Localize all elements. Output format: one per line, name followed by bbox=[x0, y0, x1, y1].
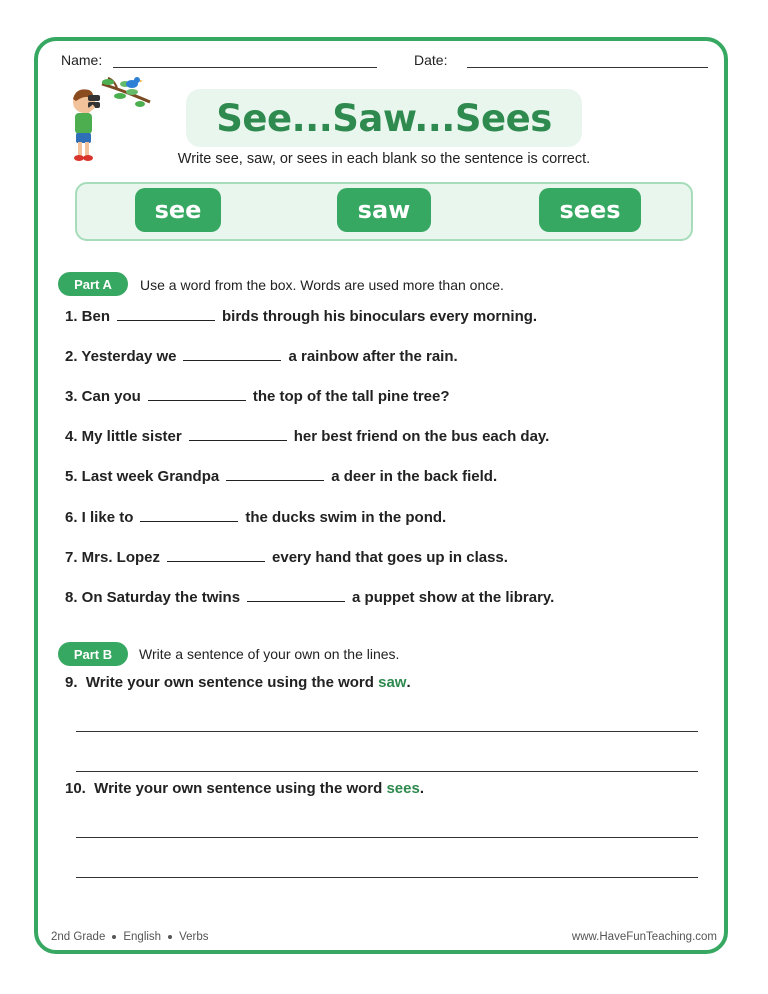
question-7-rest: every hand that goes up in class. bbox=[272, 549, 508, 566]
footer-tag-grade: 2nd Grade bbox=[51, 931, 106, 943]
question-5-rest: a deer in the back field. bbox=[331, 468, 498, 485]
question-6-rest: the ducks swim in the pond. bbox=[245, 509, 447, 526]
question-3-lead: 3. Can you bbox=[65, 388, 141, 405]
footer-tag-subject: English bbox=[123, 931, 162, 943]
page-title: See...Saw...Sees bbox=[216, 96, 552, 140]
bullet-icon bbox=[112, 935, 116, 939]
question-7-lead: 7. Mrs. Lopez bbox=[65, 549, 161, 566]
word-bank-saw: saw bbox=[337, 188, 431, 232]
answer-blank-4[interactable] bbox=[189, 439, 287, 441]
question-4-rest: her best friend on the bus each day. bbox=[293, 428, 550, 445]
question-10-text: 10. Write your own sentence using the word bbox=[65, 780, 387, 797]
question-8 bbox=[65, 589, 554, 606]
part-b-instruction: Write a sentence of your own on the lines. bbox=[139, 646, 400, 662]
name-label: Name: bbox=[61, 52, 103, 68]
question-10 bbox=[65, 780, 424, 797]
answer-line-10a[interactable] bbox=[76, 837, 698, 838]
question-2-rest: a rainbow after the rain. bbox=[288, 348, 458, 365]
question-6-lead: 6. I like to bbox=[65, 509, 134, 526]
subtitle: Write see, saw, or sees in each blank so the sentence is correct. bbox=[177, 151, 591, 167]
part-a-badge: Part A bbox=[58, 272, 128, 296]
question-6 bbox=[65, 509, 446, 526]
answer-line-9b[interactable] bbox=[76, 771, 698, 772]
question-3-rest: the top of the tall pine tree? bbox=[252, 388, 450, 405]
question-5-lead: 5. Last week Grandpa bbox=[65, 468, 220, 485]
question-8-rest: a puppet show at the library. bbox=[352, 589, 555, 606]
question-2-lead: 2. Yesterday we bbox=[65, 348, 177, 365]
answer-blank-6[interactable] bbox=[140, 520, 238, 522]
question-9-text: 9. Write your own sentence using the word bbox=[65, 674, 379, 691]
answer-blank-8[interactable] bbox=[247, 600, 345, 602]
question-10-target-word: sees bbox=[386, 780, 420, 797]
footer-site-link[interactable]: www.HaveFunTeaching.com bbox=[571, 931, 717, 943]
question-4 bbox=[65, 428, 549, 445]
part-b-badge: Part B bbox=[58, 642, 128, 666]
question-7 bbox=[65, 549, 508, 566]
footer-tags bbox=[51, 931, 209, 943]
question-1 bbox=[65, 308, 537, 325]
date-label: Date: bbox=[414, 52, 448, 68]
part-a-instruction: Use a word from the box. Words are used more than once. bbox=[140, 277, 504, 293]
question-5 bbox=[65, 468, 497, 485]
title-banner bbox=[186, 89, 582, 147]
answer-blank-1[interactable] bbox=[117, 319, 215, 321]
question-3 bbox=[65, 388, 450, 405]
name-field[interactable] bbox=[113, 67, 377, 68]
bullet-icon bbox=[168, 935, 172, 939]
answer-line-9a[interactable] bbox=[76, 731, 698, 732]
question-10-suffix: . bbox=[419, 780, 424, 797]
question-1-rest: birds through his binoculars every morning. bbox=[222, 308, 538, 325]
word-bank-sees: sees bbox=[539, 188, 641, 232]
date-field[interactable] bbox=[467, 67, 708, 68]
question-4-lead: 4. My little sister bbox=[65, 428, 182, 445]
answer-blank-2[interactable] bbox=[183, 359, 281, 361]
answer-blank-5[interactable] bbox=[226, 479, 324, 481]
page-border bbox=[34, 37, 728, 954]
question-9 bbox=[65, 674, 411, 691]
word-bank-see: see bbox=[135, 188, 221, 232]
question-8-lead: 8. On Saturday the twins bbox=[65, 589, 241, 606]
footer-tag-topic: Verbs bbox=[179, 931, 209, 943]
question-2 bbox=[65, 348, 458, 365]
answer-blank-7[interactable] bbox=[167, 560, 265, 562]
question-9-target-word: saw bbox=[378, 674, 407, 691]
answer-line-10b[interactable] bbox=[76, 877, 698, 878]
question-1-lead: 1. Ben bbox=[65, 308, 111, 325]
answer-blank-3[interactable] bbox=[148, 399, 246, 401]
question-9-suffix: . bbox=[406, 674, 411, 691]
